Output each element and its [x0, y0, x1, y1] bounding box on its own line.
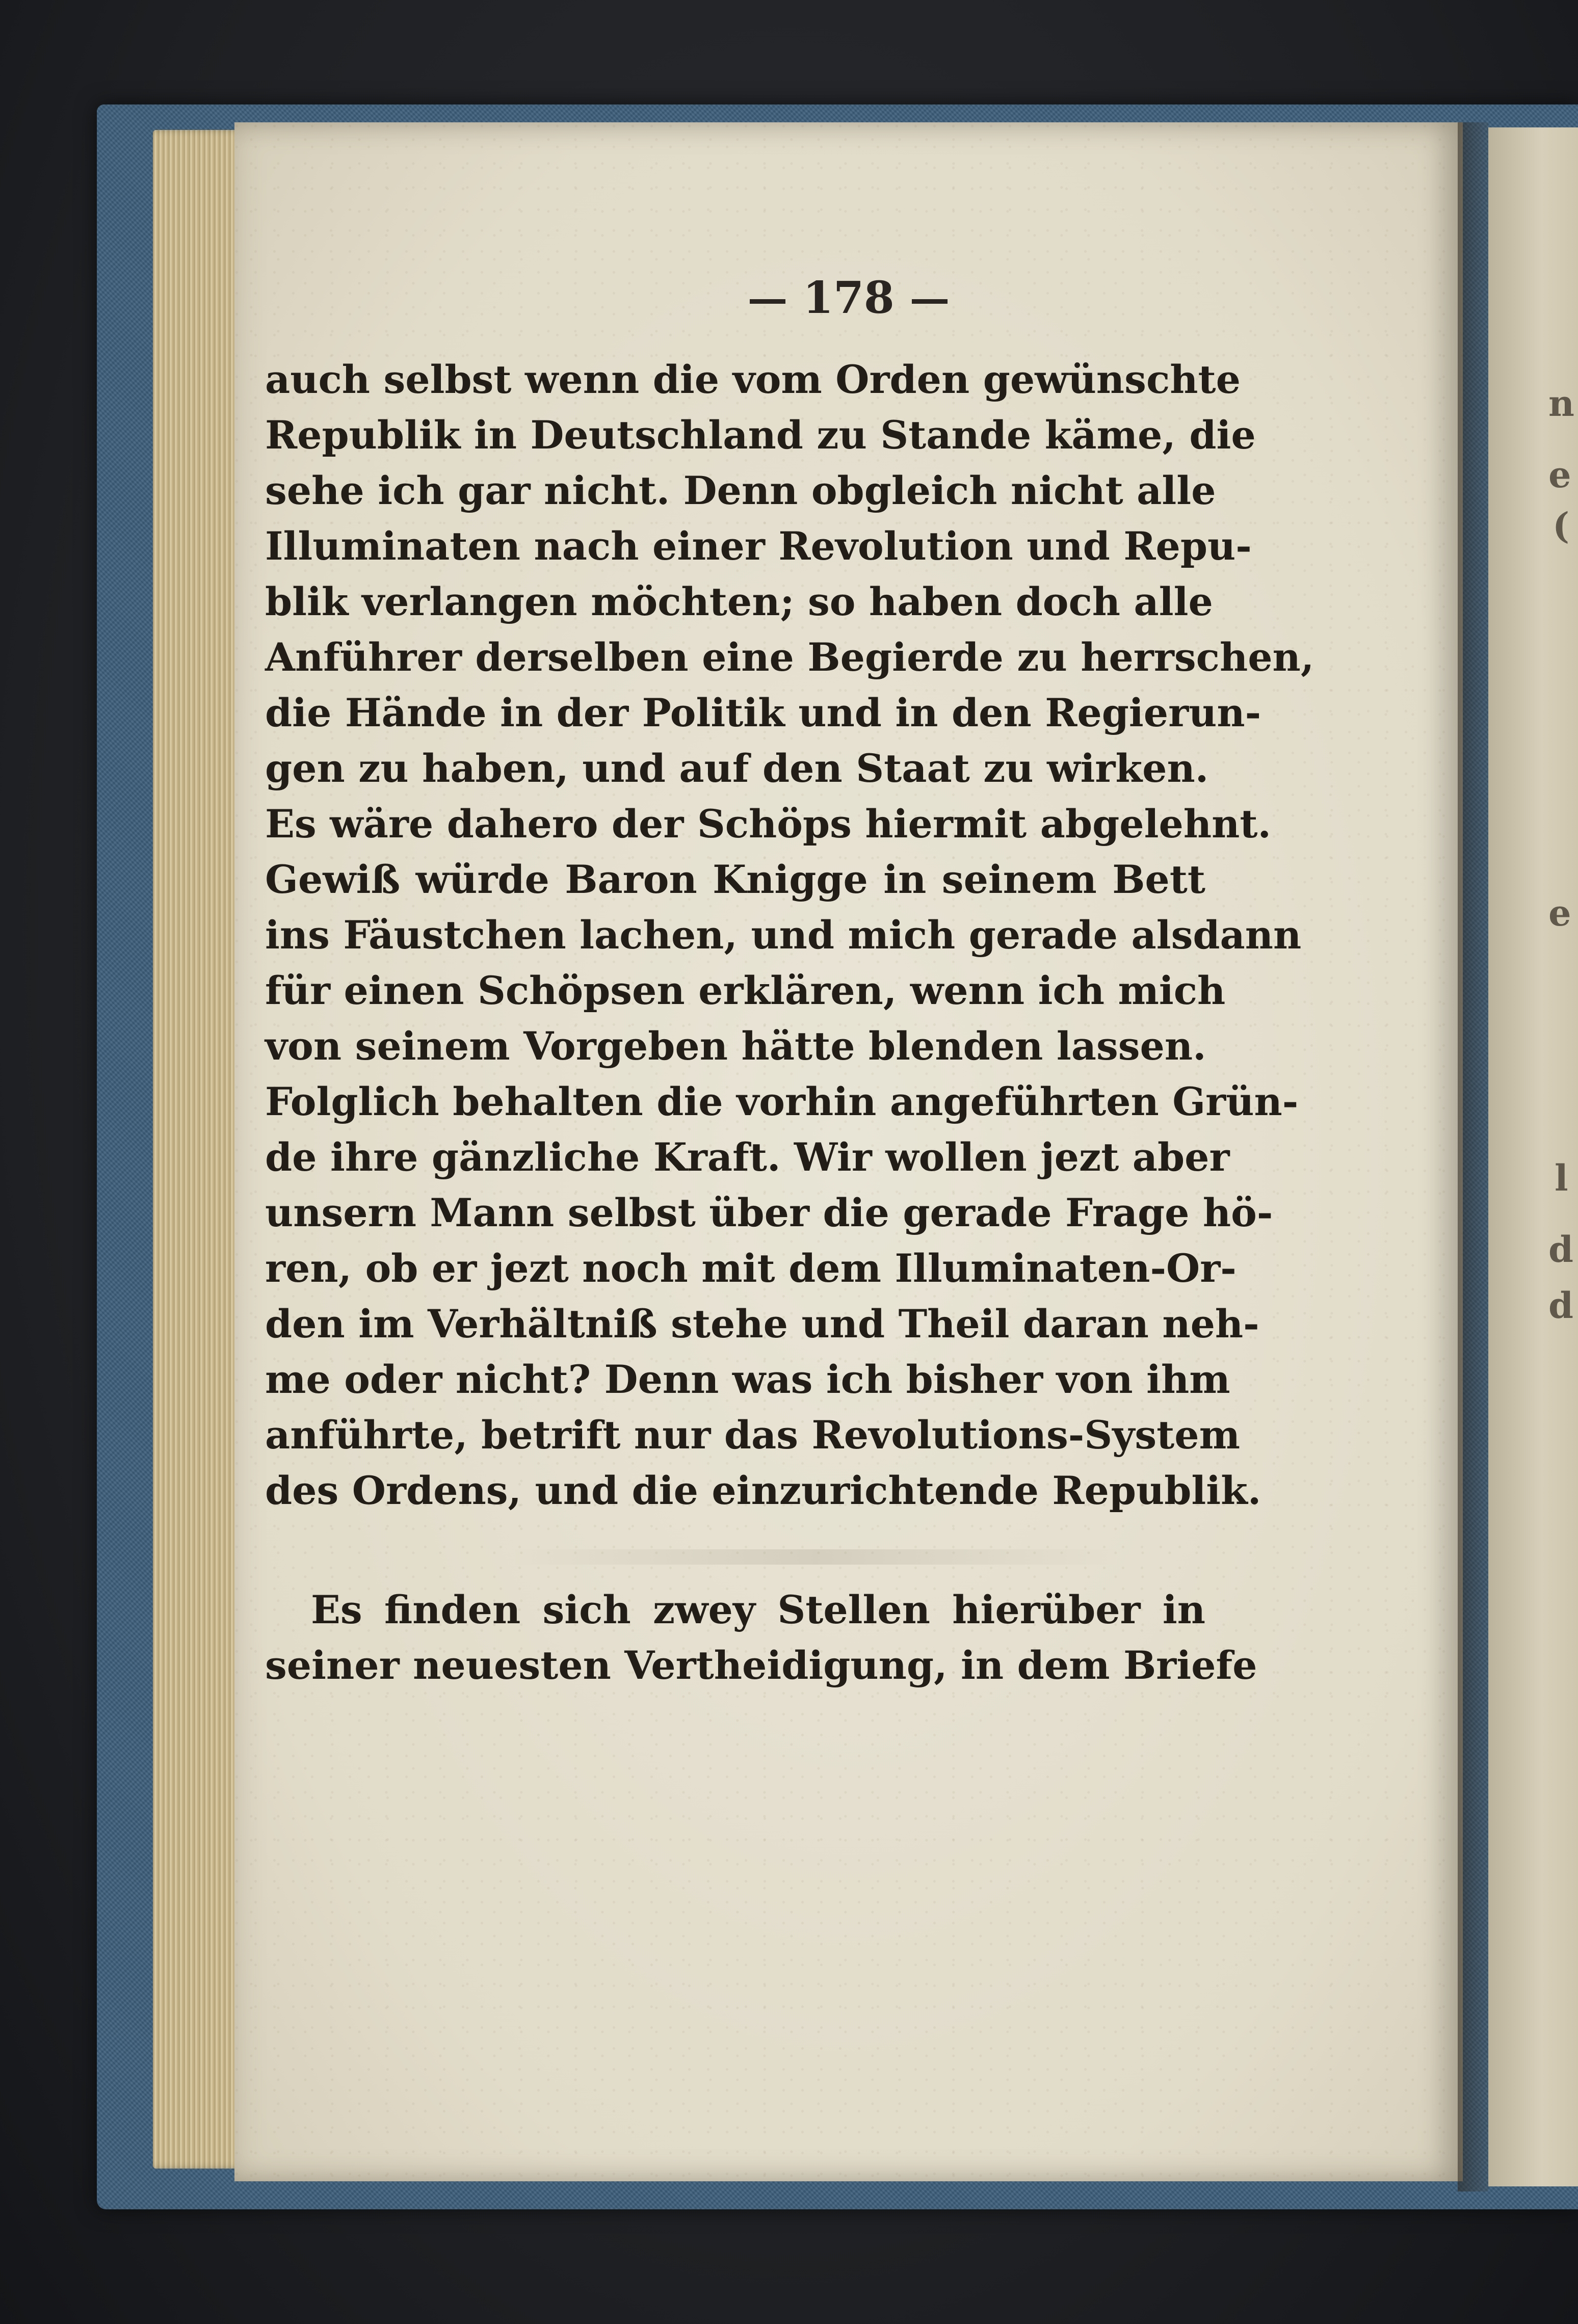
header-dash-left — [750, 299, 785, 304]
page-body-text — [265, 352, 1314, 1693]
text-line: Illuminaten nach einer Revolution und Repu- — [265, 523, 1252, 569]
text-line: Gewiß würde Baron Knigge in seinem Bett — [265, 857, 1205, 902]
text-line: für einen Schöpsen erklären, wenn ich mich — [265, 968, 1226, 1013]
facing-page — [1488, 127, 1578, 2186]
text-line: Anführer derselben eine Begierde zu herrschen, — [265, 635, 1314, 680]
text-line: auch selbst wenn die vom Orden gewünschte — [265, 357, 1241, 402]
text-line: de ihre gänzliche Kraft. Wir wollen jezt aber — [265, 1134, 1230, 1180]
facing-page-fragment: n — [1548, 382, 1574, 425]
text-line: anführte, betrift nur das Revolutions-System — [265, 1412, 1240, 1458]
text-line: von seinem Vorgeben hätte blenden lassen. — [265, 1023, 1206, 1069]
text-line: die Hände in der Politik und in den Regierun- — [265, 690, 1261, 735]
text-line: Folglich behalten die vorhin angeführten Grün- — [265, 1079, 1299, 1124]
text-line: Republik in Deutschland zu Stande käme, die — [265, 412, 1256, 458]
text-line: seiner neuesten Vertheidigung, in dem Briefe — [265, 1643, 1257, 1688]
text-line: ins Fäustchen lachen, und mich gerade alsdann — [265, 912, 1302, 958]
text-line: blik verlangen möchten; so haben doch alle — [265, 579, 1213, 624]
text-line: gen zu haben, und auf den Staat zu wirken. — [265, 746, 1209, 791]
facing-page-fragment: l — [1555, 1157, 1568, 1199]
text-line: des Ordens, und die einzurichtende Republik. — [265, 1468, 1261, 1513]
text-line: ren, ob er jezt noch mit dem Illuminaten-Or- — [265, 1246, 1237, 1291]
text-line: Es finden sich zwey Stellen hierüber in — [311, 1587, 1205, 1632]
facing-page-fragment: d — [1548, 1284, 1573, 1327]
page-number: 178 — [803, 272, 895, 324]
facing-page-fragment: ( — [1553, 505, 1570, 547]
book-gutter — [1458, 122, 1488, 2191]
header-dash-right — [912, 299, 948, 304]
page-header — [234, 260, 1463, 336]
facing-page-fragment: d — [1548, 1228, 1573, 1271]
ink-bleed-through — [510, 1549, 1121, 1565]
facing-page-fragment: e — [1548, 892, 1571, 934]
text-line: den im Verhältniß stehe und Theil daran neh- — [265, 1301, 1259, 1346]
text-line: me oder nicht? Denn was ich bisher von ihm — [265, 1357, 1230, 1402]
text-line: unsern Mann selbst über die gerade Frage hö- — [265, 1190, 1273, 1235]
text-line: Es wäre dahero der Schöps hiermit abgelehnt. — [265, 801, 1271, 847]
text-line: sehe ich gar nicht. Denn obgleich nicht alle — [265, 468, 1216, 513]
facing-page-fragment: e — [1548, 454, 1571, 496]
